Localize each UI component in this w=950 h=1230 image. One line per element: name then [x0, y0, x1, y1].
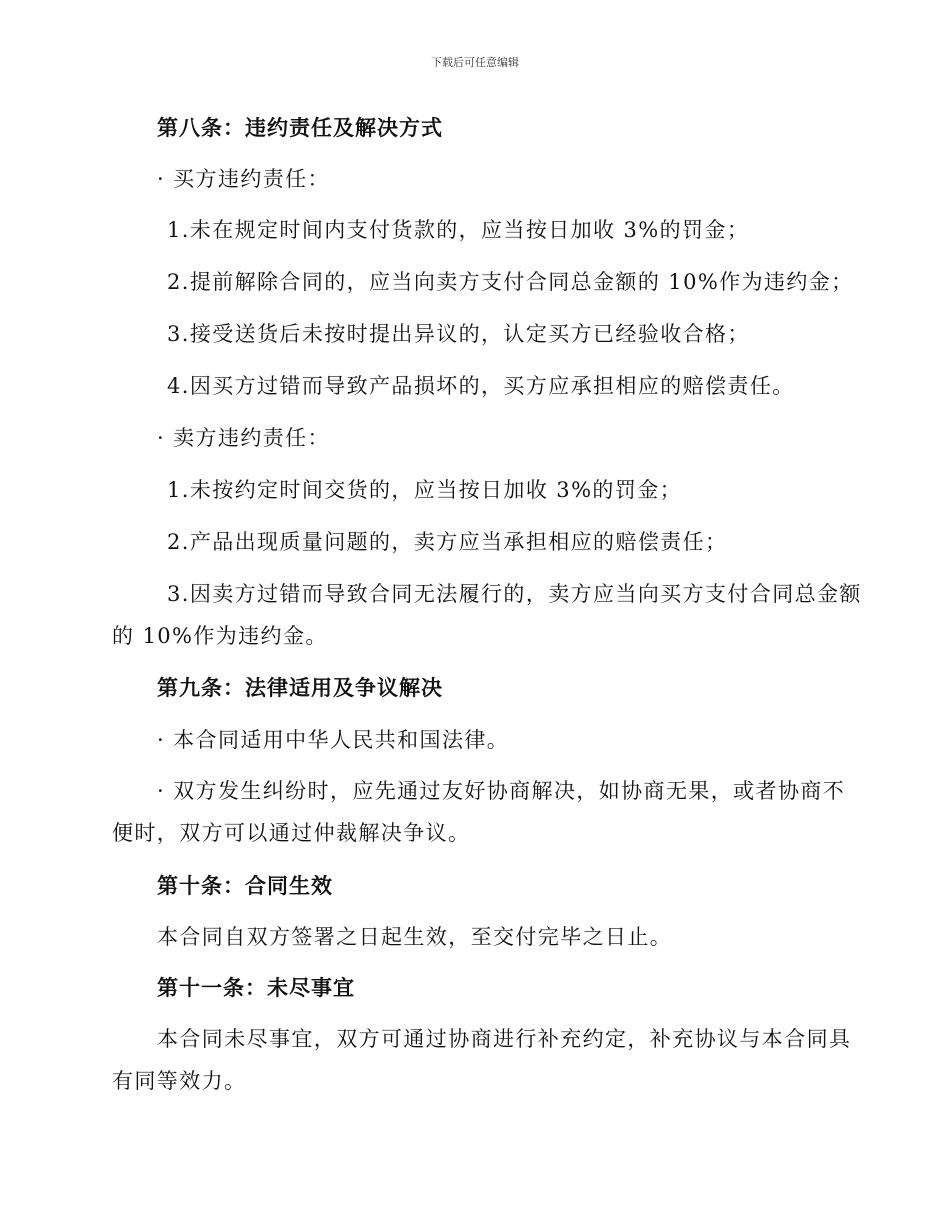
misc-clause-cont: 有同等效力。	[112, 1069, 247, 1093]
section-heading-11: 第十一条：未尽事宜	[157, 975, 355, 1000]
bullet-buyer-liability: · 买方违约责任：	[157, 167, 330, 191]
section-heading-9: 第九条：法律适用及争议解决	[157, 675, 443, 700]
section-heading-8: 第八条：违约责任及解决方式	[157, 115, 443, 140]
buyer-clause-3: 3.接受送货后未按时提出异议的，认定买方已经验收合格；	[167, 322, 750, 346]
section-heading-10: 第十条：合同生效	[157, 873, 333, 898]
bullet-seller-liability: · 卖方违约责任：	[157, 426, 330, 450]
law-clause-1: · 本合同适用中华人民共和国法律。	[157, 728, 510, 752]
seller-clause-3: 3.因卖方过错而导致合同无法履行的，卖方应当向买方支付合同总金额	[167, 582, 862, 606]
page-header: 下载后可任意编辑	[431, 56, 519, 69]
law-clause-2: · 双方发生纠纷时，应先通过友好协商解决，如协商无果，或者协商不	[157, 779, 846, 803]
seller-clause-1: 1.未按约定时间交货的，应当按日加收 3%的罚金；	[167, 478, 683, 502]
law-clause-2-cont: 便时，双方可以通过仲裁解决争议。	[112, 821, 471, 845]
seller-clause-2: 2.产品出现质量问题的，卖方应当承担相应的赔偿责任；	[167, 530, 728, 554]
buyer-clause-4: 4.因买方过错而导致产品损坏的，买方应承担相应的赔偿责任。	[167, 374, 795, 398]
misc-clause: 本合同未尽事宜，双方可通过协商进行补充约定，补充协议与本合同具	[157, 1027, 852, 1051]
effect-clause: 本合同自双方签署之日起生效，至交付完毕之日止。	[157, 925, 673, 949]
buyer-clause-2: 2.提前解除合同的，应当向卖方支付合同总金额的 10%作为违约金；	[167, 270, 854, 294]
seller-clause-3-cont: 的 10%作为违约金。	[112, 624, 328, 648]
buyer-clause-1: 1.未在规定时间内支付货款的，应当按日加收 3%的罚金；	[167, 218, 750, 242]
